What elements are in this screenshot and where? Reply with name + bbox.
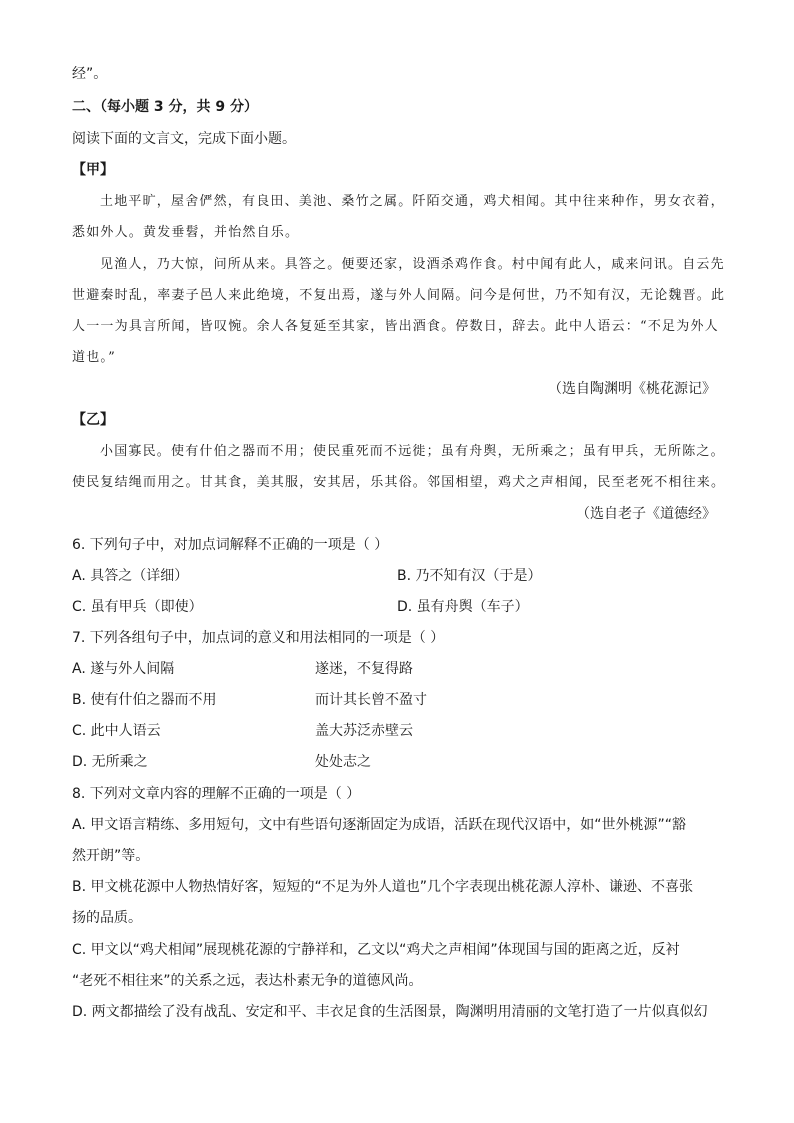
- passage-jia-source: （选自陶渊明《桃花源记》: [548, 381, 716, 397]
- question-8-text-line: 扬的品质。: [72, 910, 142, 926]
- question-6-option-a: A. 具答之（详细）: [72, 568, 189, 584]
- question-8-text-line: “老死不相往来”的关系之远，表达朴素无争的道德风尚。: [72, 973, 423, 989]
- question-7-option-c-left: C. 此中人语云: [72, 723, 161, 739]
- question-6-option-c: C. 虽有甲兵（即使）: [72, 599, 203, 615]
- passage-yi-line: 小国寡民。使有什伯之器而不用；使民重死而不远徙；虽有舟舆，无所乘之；虽有甲兵，无所陈之。: [100, 444, 725, 459]
- passage-yi-source: （选自老子《道德经》: [576, 506, 716, 522]
- passage-jia-line: 人一一为具言所闻，皆叹惋。余人各复延至其家，皆出酒食。停数日，辞去。此中人语云：“不足为外人: [72, 319, 719, 334]
- question-7-option-c-right: 盖大苏泛赤壁云: [315, 723, 413, 739]
- question-6-option-d: D. 虽有舟舆（车子）: [397, 599, 529, 615]
- preceding-text-end: 经”。: [72, 66, 108, 82]
- passage-jia-line: 道也。”: [72, 350, 116, 365]
- question-8-text-line: A. 甲文语言精练、多用短句，文中有些语句逐渐固定为成语，活跃在现代汉语中，如“世外桃源”“豁: [72, 817, 686, 833]
- question-7-option-a-right: 遂迷，不复得路: [315, 661, 413, 677]
- question-8-stem: 8. 下列对文章内容的理解不正确的一项是（ ）: [72, 786, 361, 802]
- question-7-option-b-right: 而计其长曾不盈寸: [315, 692, 427, 708]
- question-8-text-line: C. 甲文以“鸡犬相闻”展现桃花源的宁静祥和，乙文以“鸡犬之声相闻”体现国与国的距离之近，反衬: [72, 942, 680, 958]
- passage-jia-label: 【甲】: [72, 162, 114, 178]
- question-8-text-line: 然开朗”等。: [72, 848, 150, 864]
- question-7-option-b-left: B. 使有什伯之器而不用: [72, 692, 217, 708]
- question-7-option-d-left: D. 无所乘之: [72, 754, 148, 770]
- passage-jia-line: 土地平旷，屋舍俨然，有良田、美池、桑竹之属。阡陌交通，鸡犬相闻。其中往来种作，男女衣着，: [100, 194, 725, 209]
- question-7-option-a-left: A. 遂与外人间隔: [72, 661, 175, 677]
- question-7-option-d-right: 处处志之: [315, 754, 371, 770]
- passage-jia-line: 见渔人，乃大惊，问所从来。具答之。便要还家，设酒杀鸡作食。村中闻有此人，咸来问讯。自云先: [100, 257, 725, 272]
- question-8-text-line: B. 甲文桃花源中人物热情好客，短短的“不足为外人道也”几个字表现出桃花源人淳朴、谦逊、不喜张: [72, 879, 694, 895]
- question-6-option-b: B. 乃不知有汉（于是）: [397, 568, 542, 584]
- section-heading: 二、（每小题 3 分，共 9 分）: [72, 99, 258, 115]
- passage-jia-line: 悉如外人。黄发垂髫，并怡然自乐。: [72, 225, 300, 240]
- question-7-stem: 7. 下列各组句子中，加点词的意义和用法相同的一项是（ ）: [72, 630, 445, 646]
- question-8-text-line: D. 两文都描绘了没有战乱、安定和平、丰衣足食的生活图景，陶渊明用清丽的文笔打造了一片似真似幻: [72, 1004, 708, 1020]
- question-6-stem: 6. 下列句子中，对加点词解释不正确的一项是（ ）: [72, 537, 389, 553]
- passage-yi-label: 【乙】: [72, 412, 114, 428]
- section-instruction: 阅读下面的文言文，完成下面小题。: [72, 131, 296, 147]
- passage-jia-line: 世避秦时乱，率妻子邑人来此绝境，不复出焉，遂与外人间隔。问今是何世，乃不知有汉，无论魏晋。此: [72, 288, 726, 303]
- passage-yi-line: 使民复结绳而用之。甘其食，美其服，安其居，乐其俗。邻国相望，鸡犬之声相闻，民至老死不相往来。: [72, 475, 726, 490]
